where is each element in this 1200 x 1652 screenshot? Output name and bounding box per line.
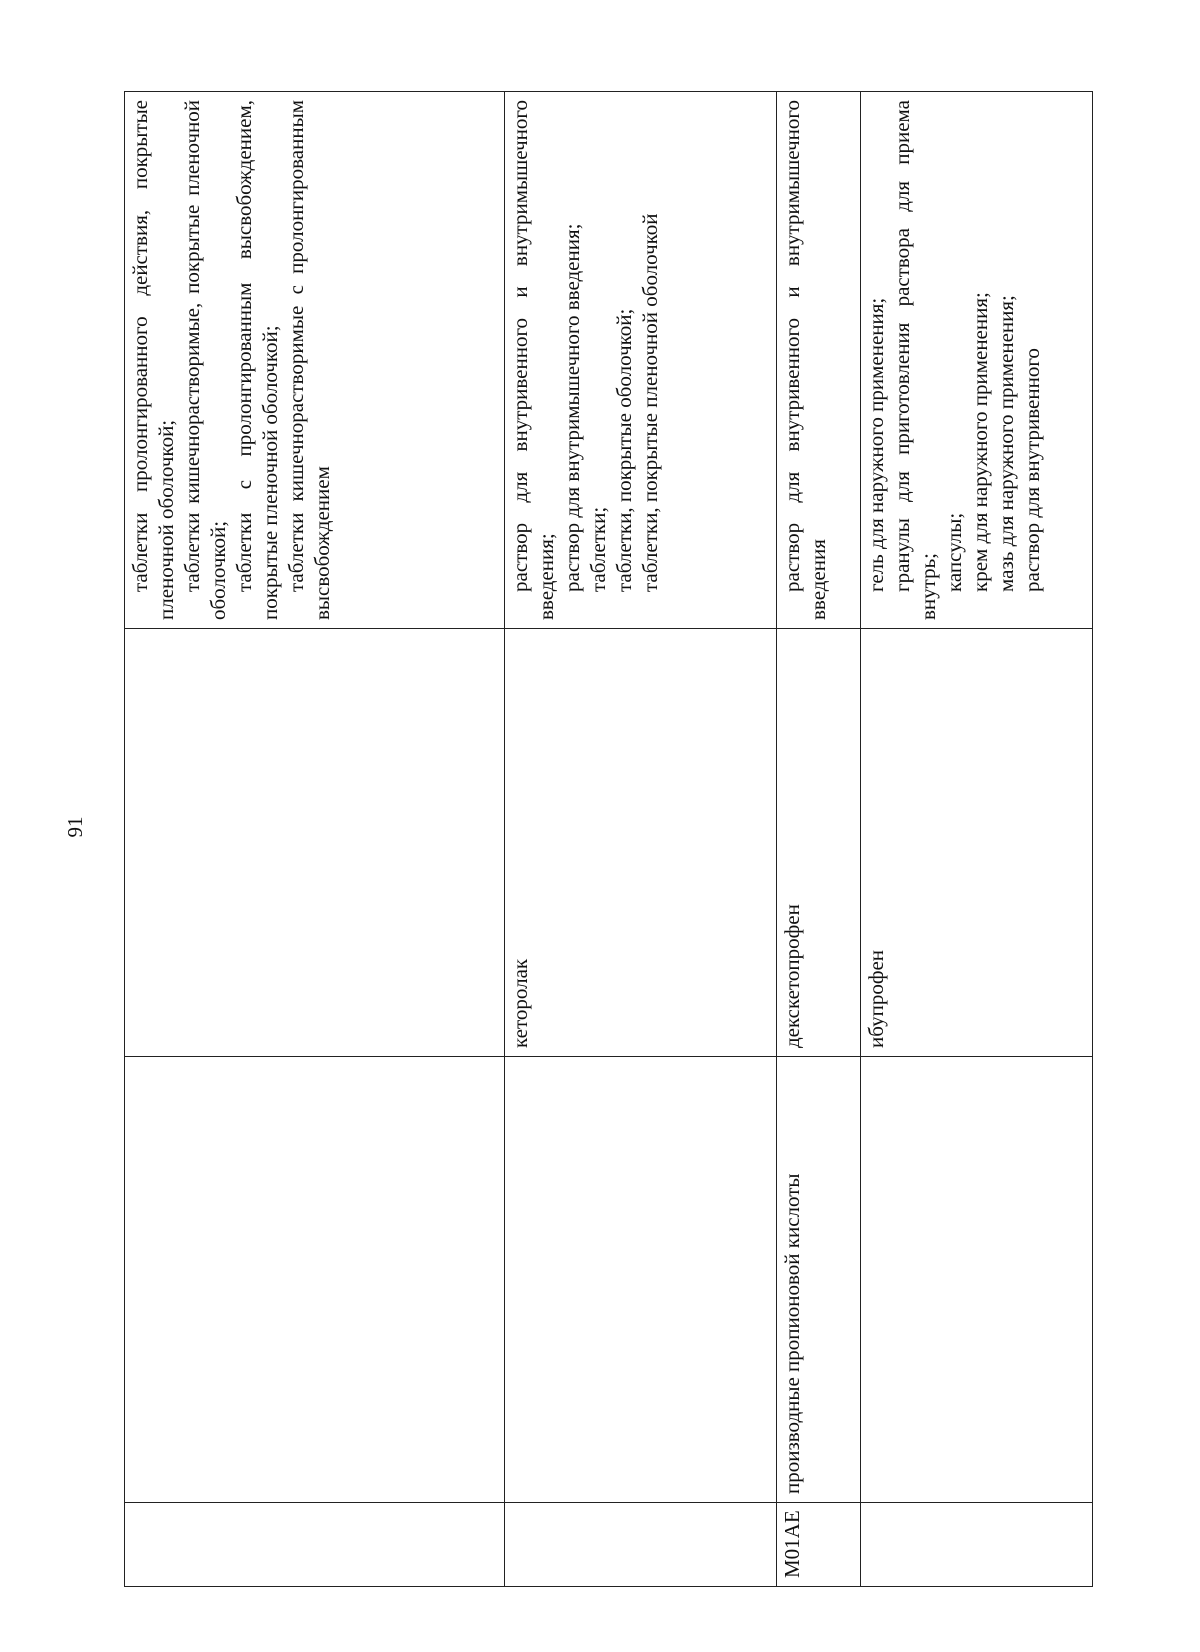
name-cell (125, 629, 505, 1057)
form-item: таблетки пролонгированного действия, покрытые пленочной оболочкой; (128, 100, 178, 620)
name-cell (777, 629, 861, 1057)
forms-cell (505, 92, 777, 629)
page-number: 91 (63, 816, 87, 838)
table-row (777, 92, 861, 1587)
form-item: мазь для наружного применения; (994, 295, 1018, 592)
name-text: декскетопрофен (780, 904, 804, 1048)
form-item: гранулы для приготовления раствора для приема внутрь; (890, 100, 940, 620)
form-item: таблетки, покрытые оболочкой; (612, 308, 636, 592)
code-cell (505, 1503, 777, 1587)
group-cell (861, 1057, 1093, 1503)
group-text: производные пропионовой кислоты (780, 1173, 804, 1494)
form-item: крем для наружного применения; (968, 292, 992, 592)
form-item: раствор для внутривенного и внутримышечного введения (780, 100, 830, 620)
group-cell (505, 1057, 777, 1503)
rotated-table-wrapper (124, 92, 1092, 1587)
code-cell (777, 1503, 861, 1587)
form-item: капсулы; (942, 512, 966, 592)
name-cell (861, 629, 1093, 1057)
forms-cell (861, 92, 1093, 629)
form-item: раствор для внутривенного (1020, 348, 1044, 592)
table-row (125, 92, 505, 1587)
rotated-table-inner (124, 92, 1092, 1587)
code-cell (125, 1503, 505, 1587)
forms-cell (777, 92, 861, 629)
form-item: таблетки кишечнорастворимые с пролонгированным высвобождением (284, 100, 334, 620)
form-item: таблетки с пролонгированным высвобождением, покрытые пленочной оболочкой; (232, 100, 282, 620)
form-item: гель для наружного применения; (864, 297, 888, 592)
form-item: таблетки; (586, 506, 610, 592)
name-text: кеторолак (508, 958, 532, 1048)
name-text: ибупрофен (864, 949, 888, 1048)
table-row (861, 92, 1093, 1587)
table-row (505, 92, 777, 1587)
drug-table (124, 91, 1093, 1587)
forms-cell (125, 92, 505, 629)
form-item: таблетки, покрытые пленочной оболочкой (638, 213, 662, 592)
form-item: раствор для внутримышечного введения; (560, 223, 584, 592)
code-cell (861, 1503, 1093, 1587)
form-item: таблетки кишечнорастворимые, покрытые пленочной оболочкой; (180, 100, 230, 620)
form-item: раствор для внутривенного и внутримышечного введения; (508, 100, 558, 620)
group-cell (125, 1057, 505, 1503)
table-body (125, 92, 1093, 1587)
group-cell (777, 1057, 861, 1503)
code-text: M01AE (780, 1510, 804, 1578)
name-cell (505, 629, 777, 1057)
